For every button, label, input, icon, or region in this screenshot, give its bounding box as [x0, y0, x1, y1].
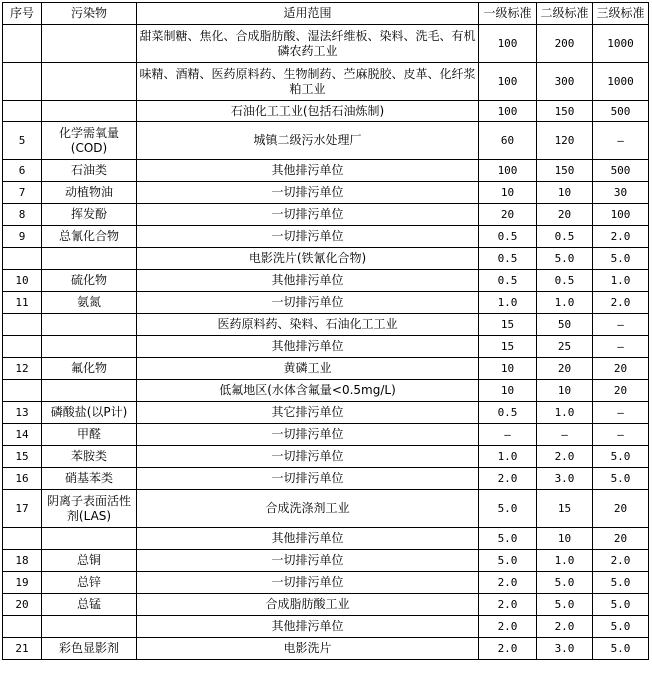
table-row [3, 248, 649, 270]
scope-text: 低氟地区(水体含氟量<0.5mg/L) [137, 380, 479, 402]
table-row [3, 122, 649, 160]
grade3-value: – [593, 424, 649, 446]
grade3-value: 20 [593, 528, 649, 550]
scope-text: 石油化工工业(包括石油炼制) [137, 101, 479, 122]
header-grade2: 二级标准 [537, 3, 593, 25]
table-row [3, 528, 649, 550]
pollutant-name: 苯胺类 [42, 446, 137, 468]
pollutant-name: 磷酸盐(以P计) [42, 402, 137, 424]
grade2-value: 10 [537, 182, 593, 204]
scope-text: 其他排污单位 [137, 270, 479, 292]
grade3-value: 1000 [593, 25, 649, 63]
scope-text: 一切排污单位 [137, 446, 479, 468]
grade1-value: 10 [479, 380, 537, 402]
row-number [3, 63, 42, 101]
scope-text: 其他排污单位 [137, 528, 479, 550]
grade2-value: 10 [537, 528, 593, 550]
pollutant-name [42, 616, 137, 638]
pollutant-name: 总氰化合物 [42, 226, 137, 248]
pollutant-name: 甲醛 [42, 424, 137, 446]
table-row [3, 101, 649, 122]
grade1-value: 1.0 [479, 446, 537, 468]
row-number: 14 [3, 424, 42, 446]
table-row [3, 270, 649, 292]
grade1-value: 2.0 [479, 638, 537, 660]
table-row [3, 550, 649, 572]
row-number: 20 [3, 594, 42, 616]
grade1-value: 15 [479, 314, 537, 336]
grade3-value: 5.0 [593, 638, 649, 660]
header-grade1: 一级标准 [479, 3, 537, 25]
table-row [3, 638, 649, 660]
table-row [3, 490, 649, 528]
grade2-value: 2.0 [537, 446, 593, 468]
grade2-value: 0.5 [537, 226, 593, 248]
scope-text: 味精、酒精、医药原料药、生物制药、苎麻脱胶、皮革、化纤浆粕工业 [137, 63, 479, 101]
grade1-value: 100 [479, 101, 537, 122]
grade3-value: 5.0 [593, 594, 649, 616]
table-row [3, 468, 649, 490]
grade3-value: 5.0 [593, 248, 649, 270]
row-number: 21 [3, 638, 42, 660]
table-row [3, 204, 649, 226]
header-pollutant: 污染物 [42, 3, 137, 25]
scope-text: 城镇二级污水处理厂 [137, 122, 479, 160]
grade1-value: 5.0 [479, 528, 537, 550]
grade1-value: 2.0 [479, 594, 537, 616]
grade3-value: 5.0 [593, 616, 649, 638]
row-number: 10 [3, 270, 42, 292]
scope-text: 其他排污单位 [137, 336, 479, 358]
table-row [3, 226, 649, 248]
grade1-value: 5.0 [479, 550, 537, 572]
grade2-value: 150 [537, 160, 593, 182]
scope-text: 一切排污单位 [137, 226, 479, 248]
grade2-value: 10 [537, 380, 593, 402]
scope-text: 一切排污单位 [137, 550, 479, 572]
scope-text: 一切排污单位 [137, 182, 479, 204]
scope-text: 合成脂肪酸工业 [137, 594, 479, 616]
grade2-value: 1.0 [537, 402, 593, 424]
row-number [3, 101, 42, 122]
scope-text: 合成洗涤剂工业 [137, 490, 479, 528]
grade3-value: – [593, 336, 649, 358]
pollutant-name [42, 314, 137, 336]
grade1-value: 2.0 [479, 616, 537, 638]
grade1-value: 1.0 [479, 292, 537, 314]
pollutant-name [42, 248, 137, 270]
pollutant-name: 阴离子表面活性剂(LAS) [42, 490, 137, 528]
pollutant-name [42, 101, 137, 122]
pollutant-name [42, 528, 137, 550]
pollutant-name [42, 63, 137, 101]
header-no: 序号 [3, 3, 42, 25]
grade2-value: 200 [537, 25, 593, 63]
grade1-value: 100 [479, 63, 537, 101]
grade1-value: 0.5 [479, 248, 537, 270]
grade2-value: – [537, 424, 593, 446]
grade1-value: 15 [479, 336, 537, 358]
scope-text: 其他排污单位 [137, 616, 479, 638]
row-number: 8 [3, 204, 42, 226]
scope-text: 一切排污单位 [137, 292, 479, 314]
grade2-value: 120 [537, 122, 593, 160]
table-row [3, 402, 649, 424]
grade3-value: 500 [593, 101, 649, 122]
table-row [3, 292, 649, 314]
grade2-value: 2.0 [537, 616, 593, 638]
grade2-value: 0.5 [537, 270, 593, 292]
pollutant-name: 氨氮 [42, 292, 137, 314]
table-row [3, 63, 649, 101]
grade2-value: 20 [537, 358, 593, 380]
pollutant-name: 硫化物 [42, 270, 137, 292]
grade2-value: 5.0 [537, 572, 593, 594]
table-row [3, 314, 649, 336]
grade2-value: 1.0 [537, 550, 593, 572]
pollutant-name: 化学需氧量(COD) [42, 122, 137, 160]
grade3-value: – [593, 314, 649, 336]
row-number [3, 248, 42, 270]
grade2-value: 1.0 [537, 292, 593, 314]
grade2-value: 3.0 [537, 638, 593, 660]
pollutant-standards-table [2, 2, 649, 660]
scope-text: 甜菜制糖、焦化、合成脂肪酸、湿法纤维板、染料、洗毛、有机磷农药工业 [137, 25, 479, 63]
row-number: 7 [3, 182, 42, 204]
grade3-value: 5.0 [593, 572, 649, 594]
grade3-value: 20 [593, 358, 649, 380]
grade3-value: 5.0 [593, 468, 649, 490]
grade2-value: 20 [537, 204, 593, 226]
pollutant-name [42, 336, 137, 358]
grade3-value: 2.0 [593, 226, 649, 248]
table-header-row [3, 3, 649, 25]
table-row [3, 424, 649, 446]
header-scope: 适用范围 [137, 3, 479, 25]
pollutant-name: 总锌 [42, 572, 137, 594]
pollutant-name: 硝基苯类 [42, 468, 137, 490]
scope-text: 黄磷工业 [137, 358, 479, 380]
grade2-value: 5.0 [537, 248, 593, 270]
grade2-value: 3.0 [537, 468, 593, 490]
scope-text: 电影洗片 [137, 638, 479, 660]
grade3-value: – [593, 402, 649, 424]
header-grade3: 三级标准 [593, 3, 649, 25]
grade2-value: 5.0 [537, 594, 593, 616]
grade1-value: 10 [479, 182, 537, 204]
grade3-value: 100 [593, 204, 649, 226]
table-row [3, 182, 649, 204]
scope-text: 电影洗片(铁氰化合物) [137, 248, 479, 270]
pollutant-name: 彩色显影剂 [42, 638, 137, 660]
table-row [3, 358, 649, 380]
scope-text: 医药原料药、染料、石油化工工业 [137, 314, 479, 336]
row-number [3, 314, 42, 336]
row-number: 5 [3, 122, 42, 160]
row-number [3, 336, 42, 358]
grade1-value: 100 [479, 160, 537, 182]
table-row [3, 25, 649, 63]
grade1-value: – [479, 424, 537, 446]
pollutant-name: 总铜 [42, 550, 137, 572]
scope-text: 一切排污单位 [137, 468, 479, 490]
table-row [3, 594, 649, 616]
table-row [3, 380, 649, 402]
pollutant-name: 动植物油 [42, 182, 137, 204]
pollutant-name [42, 380, 137, 402]
pollutant-name [42, 25, 137, 63]
scope-text: 其它排污单位 [137, 402, 479, 424]
scope-text: 其他排污单位 [137, 160, 479, 182]
scope-text: 一切排污单位 [137, 572, 479, 594]
row-number: 13 [3, 402, 42, 424]
scope-text: 一切排污单位 [137, 424, 479, 446]
row-number: 6 [3, 160, 42, 182]
grade2-value: 300 [537, 63, 593, 101]
table-row [3, 616, 649, 638]
grade1-value: 0.5 [479, 402, 537, 424]
grade2-value: 25 [537, 336, 593, 358]
row-number [3, 528, 42, 550]
grade1-value: 0.5 [479, 270, 537, 292]
grade2-value: 15 [537, 490, 593, 528]
pollutant-name: 石油类 [42, 160, 137, 182]
grade3-value: 1000 [593, 63, 649, 101]
grade1-value: 20 [479, 204, 537, 226]
scope-text: 一切排污单位 [137, 204, 479, 226]
grade3-value: 20 [593, 490, 649, 528]
row-number: 11 [3, 292, 42, 314]
row-number: 15 [3, 446, 42, 468]
grade1-value: 2.0 [479, 572, 537, 594]
grade3-value: 1.0 [593, 270, 649, 292]
grade2-value: 50 [537, 314, 593, 336]
table-row [3, 572, 649, 594]
row-number [3, 380, 42, 402]
row-number: 18 [3, 550, 42, 572]
row-number: 19 [3, 572, 42, 594]
row-number: 16 [3, 468, 42, 490]
row-number: 17 [3, 490, 42, 528]
row-number [3, 616, 42, 638]
row-number: 12 [3, 358, 42, 380]
table-body [3, 25, 649, 660]
grade3-value: – [593, 122, 649, 160]
grade3-value: 5.0 [593, 446, 649, 468]
grade2-value: 150 [537, 101, 593, 122]
grade1-value: 10 [479, 358, 537, 380]
table-row [3, 336, 649, 358]
pollutant-name: 挥发酚 [42, 204, 137, 226]
row-number: 9 [3, 226, 42, 248]
table-row [3, 446, 649, 468]
pollutant-name: 氟化物 [42, 358, 137, 380]
grade1-value: 0.5 [479, 226, 537, 248]
grade1-value: 2.0 [479, 468, 537, 490]
grade3-value: 20 [593, 380, 649, 402]
grade1-value: 5.0 [479, 490, 537, 528]
grade3-value: 500 [593, 160, 649, 182]
grade3-value: 2.0 [593, 550, 649, 572]
grade1-value: 100 [479, 25, 537, 63]
row-number [3, 25, 42, 63]
pollutant-name: 总锰 [42, 594, 137, 616]
grade3-value: 30 [593, 182, 649, 204]
grade3-value: 2.0 [593, 292, 649, 314]
table-row [3, 160, 649, 182]
grade1-value: 60 [479, 122, 537, 160]
